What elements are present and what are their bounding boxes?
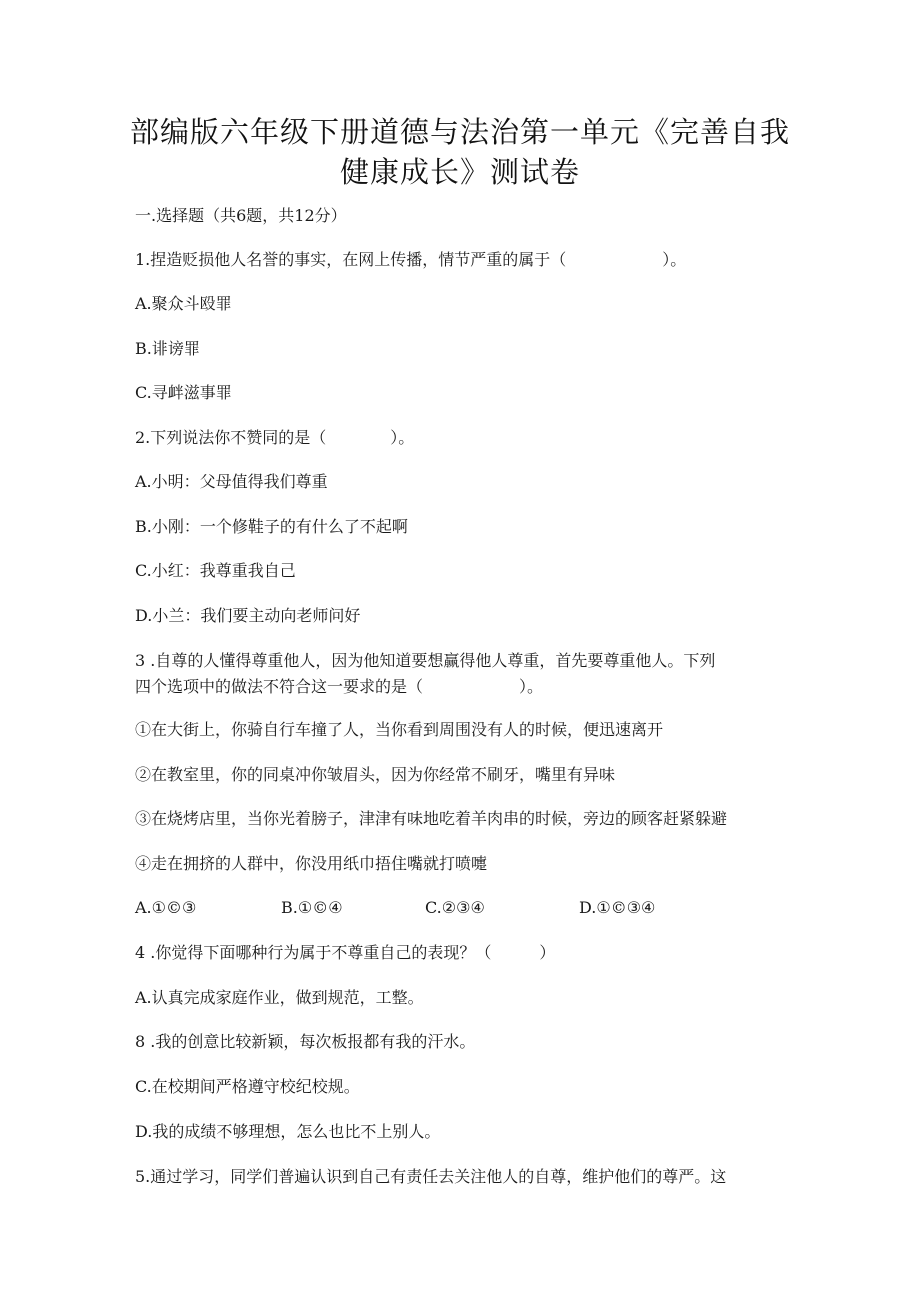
question-1-option-c: C.寻衅滋事罪: [135, 383, 232, 402]
question-3-item-3: ③在烧烤店里，当你光着膀子，津津有味地吃着羊肉串的时候，旁边的顾客赶紧躲避: [135, 809, 728, 828]
question-4-stem: 4 .你觉得下面哪种行为属于不尊重自己的表现？（ ）: [135, 943, 556, 962]
question-1-stem: 1.捏造贬损他人名誉的事实，在网上传播，情节严重的属于（ ）。: [135, 250, 687, 269]
question-3-stem-line-1: 3 .自尊的人懂得尊重他人，因为他知道要想赢得他人尊重，首先要尊重他人。下列: [135, 651, 716, 670]
title-line-2: 健康成长》测试卷: [339, 155, 580, 189]
question-4-option-b: 8 .我的创意比较新颖，每次板报都有我的汗水。: [135, 1032, 476, 1051]
question-4-option-a: A.认真完成家庭作业，做到规范，工整。: [135, 988, 424, 1007]
question-1-option-a: A.聚众斗殴罪: [135, 294, 232, 313]
question-3-option-c: C.②③④: [425, 898, 485, 917]
question-4-option-d: D.我的成绩不够理想，怎么也比不上别人。: [135, 1122, 441, 1141]
question-5-stem: 5.通过学习，同学们普遍认识到自己有责任去关注他人的自尊，维护他们的尊严。这: [135, 1167, 727, 1186]
document-title: [60, 112, 860, 192]
question-2-option-b: B.小刚：一个修鞋子的有什么了不起啊: [135, 517, 408, 536]
question-2-stem: 2.下列说法你不赞同的是（ ）。: [135, 428, 415, 447]
question-3-option-a: A.①©③: [135, 898, 197, 917]
section-heading: 一.选择题（共6题，共12分）: [135, 206, 347, 225]
title-line-1: 部编版六年级下册道德与法治第一单元《完善自我: [129, 115, 790, 149]
question-3-option-b: B.①©④: [281, 898, 343, 917]
question-1-option-b: B.诽谤罪: [135, 339, 200, 358]
question-2-option-a: A.小明：父母值得我们尊重: [135, 472, 328, 491]
question-2-option-d: D.小兰：我们要主动向老师问好: [135, 606, 361, 625]
question-4-option-c: C.在校期间严格遵守校纪校规。: [135, 1077, 360, 1096]
question-3-stem-line-2: 四个选项中的做法不符合这一要求的是（ ）。: [135, 677, 544, 696]
question-3-item-1: ①在大街上，你骑自行车撞了人，当你看到周围没有人的时候，便迅速离开: [135, 720, 664, 739]
question-3-item-2: ②在教室里，你的同桌冲你皱眉头，因为你经常不刷牙，嘴里有异味: [135, 765, 616, 784]
question-3-option-d: D.①©③④: [579, 898, 656, 917]
question-2-option-c: C.小红：我尊重我自己: [135, 561, 296, 580]
question-3-item-4: ④走在拥挤的人群中，你没用纸巾捂住嘴就打喷嚏: [135, 854, 488, 873]
